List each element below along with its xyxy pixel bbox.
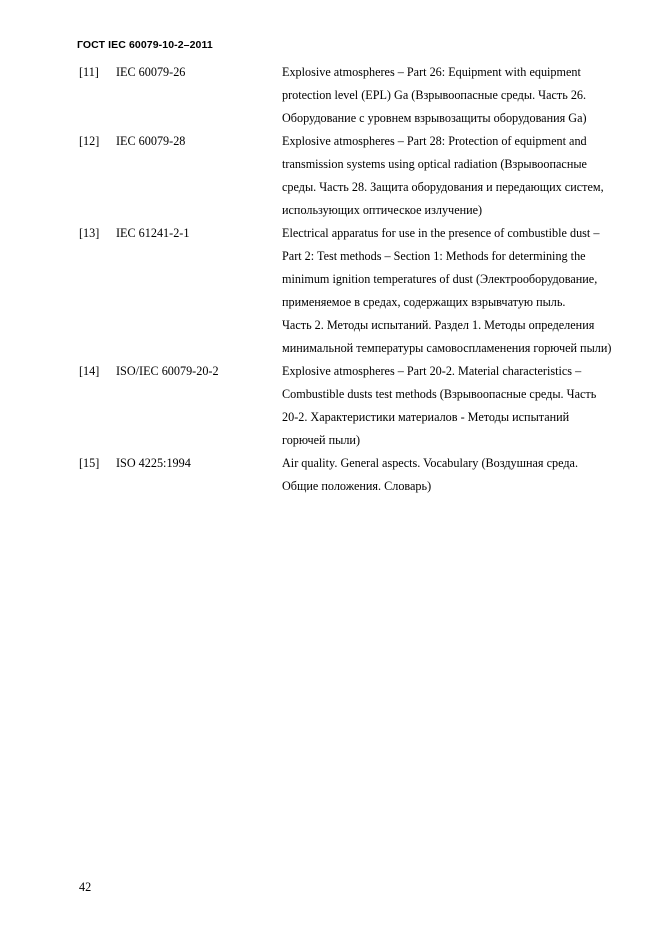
reference-number: [14] [79,364,100,378]
reference-code: ISO/IEC 60079-20-2 [116,364,219,378]
reference-title-line: минимальной температуры самовоспламенения горючей пыли) [282,341,612,355]
reference-title [282,61,638,130]
reference-title-line: transmission systems using optical radiation (Взрывоопасные [282,157,587,171]
reference-item [79,222,639,360]
reference-code: IEC 60079-26 [116,65,186,79]
reference-code: IEC 61241-2-1 [116,226,190,240]
reference-code: ISO 4225:1994 [116,456,191,470]
reference-item [79,360,639,452]
reference-title-line: minimum ignition temperatures of dust (Электрооборудование, [282,272,598,286]
reference-title-line: protection level (EPL) Ga (Взрывоопасные среды. Часть 26. [282,88,587,102]
reference-title-line: Оборудование с уровнем взрывозащиты оборудования Ga) [282,111,587,125]
reference-title-line: использующих оптическое излучение) [282,203,483,217]
reference-number: [15] [79,456,100,470]
references-list [79,61,639,498]
reference-title-line: Electrical apparatus for use in the presence of combustible dust – [282,226,600,240]
reference-item [79,452,639,498]
reference-number: [12] [79,134,100,148]
reference-title-line: горючей пыли) [282,433,361,447]
reference-title-line: Общие положения. Словарь) [282,479,432,493]
reference-title-line: Explosive atmospheres – Part 28: Protection of equipment and [282,134,587,148]
reference-title-line: среды. Часть 28. Защита оборудования и передающих систем, [282,180,604,194]
reference-title-line: Combustible dusts test methods (Взрывоопасные среды. Часть [282,387,597,401]
reference-title [282,130,638,222]
reference-title [282,452,638,498]
document-header: ГОСТ IEC 60079-10-2–2011 [77,39,213,51]
reference-title-line: применяемое в средах, содержащих взрывчатую пыль. [282,295,566,309]
reference-title-line: Часть 2. Методы испытаний. Раздел 1. Методы определения [282,318,595,332]
reference-title-line: Part 2: Test methods – Section 1: Methods for determining the [282,249,586,263]
page-number: 42 [79,880,92,894]
reference-title-line: Explosive atmospheres – Part 26: Equipment with equipment [282,65,581,79]
reference-title-line: Air quality. General aspects. Vocabulary (Воздушная среда. [282,456,578,470]
reference-number: [13] [79,226,100,240]
reference-number: [11] [79,65,99,79]
reference-code: IEC 60079-28 [116,134,186,148]
reference-title [282,222,638,360]
reference-title-line: Explosive atmospheres – Part 20-2. Material characteristics – [282,364,582,378]
reference-item [79,61,639,130]
reference-title [282,360,638,452]
reference-item [79,130,639,222]
reference-title-line: 20-2. Характеристики материалов - Методы испытаний [282,410,570,424]
